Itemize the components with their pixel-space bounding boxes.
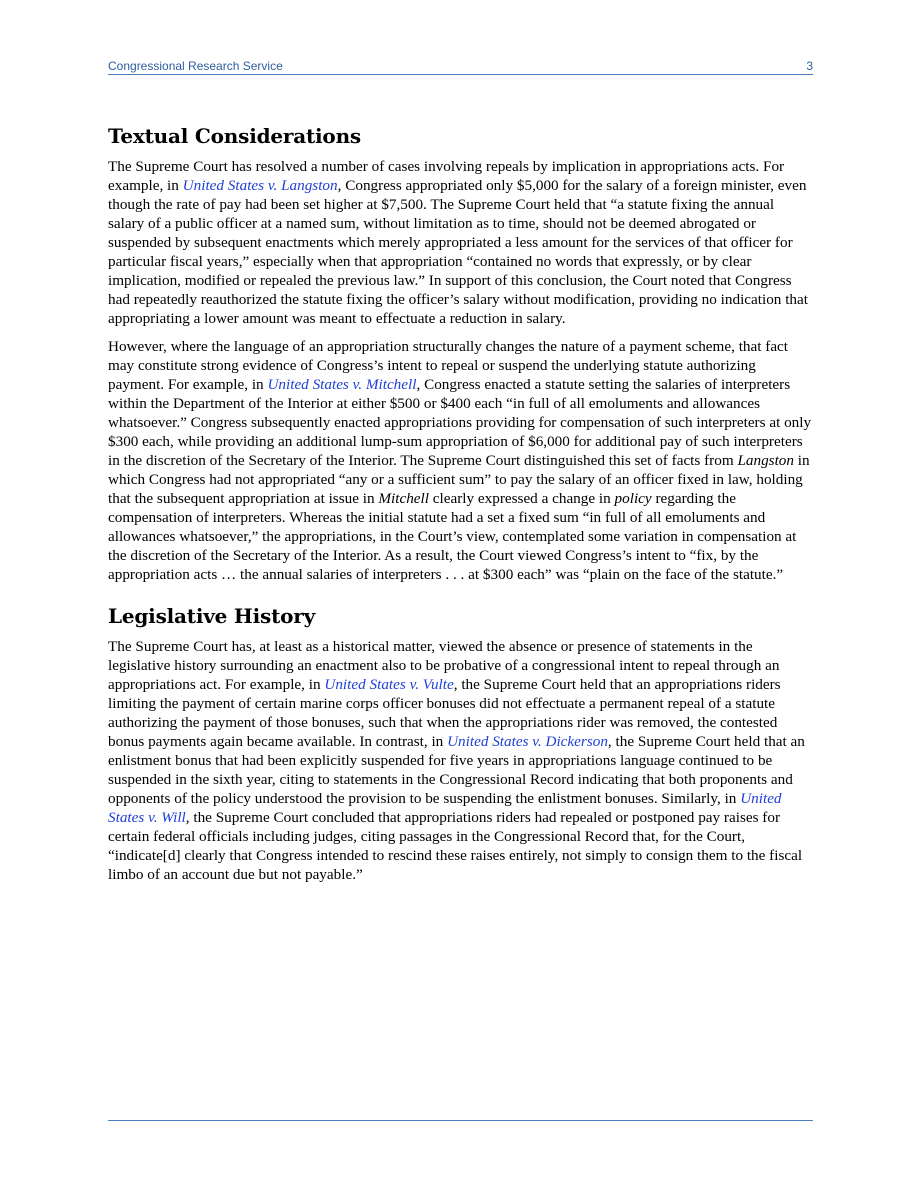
page-number: 3 [806,59,813,73]
text-run: regarding the compensation of interpreters. Whereas the initial statute had a set a fixed sum “in full of all emoluments and allowances whatsoever,” the appropriations, in the Court’s view, contemplated some variation in compensation at the discretion of the Secretary of the Interior. As a result, the Court viewed Congress’s intent to “fix, by the appropriation acts … the annual salaries of interpreters . . . at $300 each” was “plain on the face of the statute.” [108,490,797,583]
emphasis-policy: policy [614,490,652,507]
case-name-langston: Langston [737,452,794,469]
text-run: clearly expressed a change in [428,490,615,507]
document-body [108,124,814,893]
paragraph-mitchell [108,337,814,584]
header-org-name: Congressional Research Service [108,59,283,73]
section-heading-legislative-history: Legislative History [108,604,316,628]
text-run: , Congress enacted a statute setting the salaries of interpreters within the Department of the Interior at either $500 or $400 each “in full of all emoluments and allowances whatsoever.” Congress subsequently enacted appropriations providing for compensation of such interpreters at only $300 each, while providing an additional lump-sum appropriation of $6,000 for additional pay of such interpreters in the discretion of the Secretary of the Interior. The Supreme Court distinguished this set of facts from [108,376,812,469]
text-run: , the Supreme Court held that an appropriations riders limiting the payment of certain marine corps officer bonuses did not effectuate a permanent repeal of a statute authorizing the payment of those bonuses, such that when the appropriations rider was removed, the contested bonus payments again became available. In contrast, in [108,676,781,750]
text-run: , the Supreme Court held that an enlistment bonus that had been explicitly suspended for five years in appropriations language continued to be suspended in the sixth year, citing to statements in the Congressional Record indicating that both proponents and opponents of the policy understood the provision to be suspending the enlistment bonuses. Similarly, in [108,733,805,807]
paragraph-langston [108,157,814,328]
text-run: , Congress appropriated only $5,000 for the salary of a foreign minister, even though the rate of pay had been set higher at $7,500. The Supreme Court held that “a statute fixing the annual salary of a public officer at a named sum, without limitation as to time, should not be deemed abrogated or suspended by subsequent enactments which merely appropriated a less amount for the services of that officer for particular fiscal years,” especially when that appropriation “contained no words that expressly, or by clear implication, modified or repealed the previous law.” In support of this conclusion, the Court noted that Congress had repeatedly reauthorized the statute fixing the officer’s salary without modification, providing no indication that appropriating a lower amount was meant to effectuate a reduction in salary. [108,177,808,327]
case-link-vulte[interactable]: United States v. Vulte [324,676,454,693]
case-name-mitchell: Mitchell [378,490,429,507]
case-link-dickerson[interactable]: United States v. Dickerson [447,733,608,750]
paragraph-legislative-history [108,637,814,884]
text-run: The Supreme Court has resolved a number of cases involving repeals by implication in appropriations acts. For example, in [108,158,785,194]
text-run: The Supreme Court has, at least as a historical matter, viewed the absence or presence of statements in the legislative history surrounding an enactment also to be probative of a congressional intent to repeal through an appropriations act. For example, in [108,638,780,693]
text-run: However, where the language of an appropriation structurally changes the nature of a payment scheme, that fact may constitute strong evidence of Congress’s intent to repeal or suspend the underlying statute authorizing payment. For example, in [108,338,789,393]
case-link-langston[interactable]: United States v. Langston [182,177,338,194]
page-header [108,58,813,75]
section-heading-textual-considerations: Textual Considerations [108,124,361,148]
footer-divider [108,1120,813,1121]
text-run: , the Supreme Court concluded that appropriations riders had repealed or postponed pay raises for certain federal officials including judges, citing passages in the Congressional Record that, for the Court, “indicate[d] clearly that Congress intended to rescind these raises entirely, not simply to consign them to the fiscal limbo of an account due but not payable.” [108,809,803,883]
case-link-will[interactable]: United States v. Will [108,790,782,826]
text-run: in which Congress had not appropriated “any or a sufficient sum” to pay the salary of an officer fixed in law, holding that the subsequent appropriation at issue in [108,452,810,507]
case-link-mitchell[interactable]: United States v. Mitchell [267,376,417,393]
